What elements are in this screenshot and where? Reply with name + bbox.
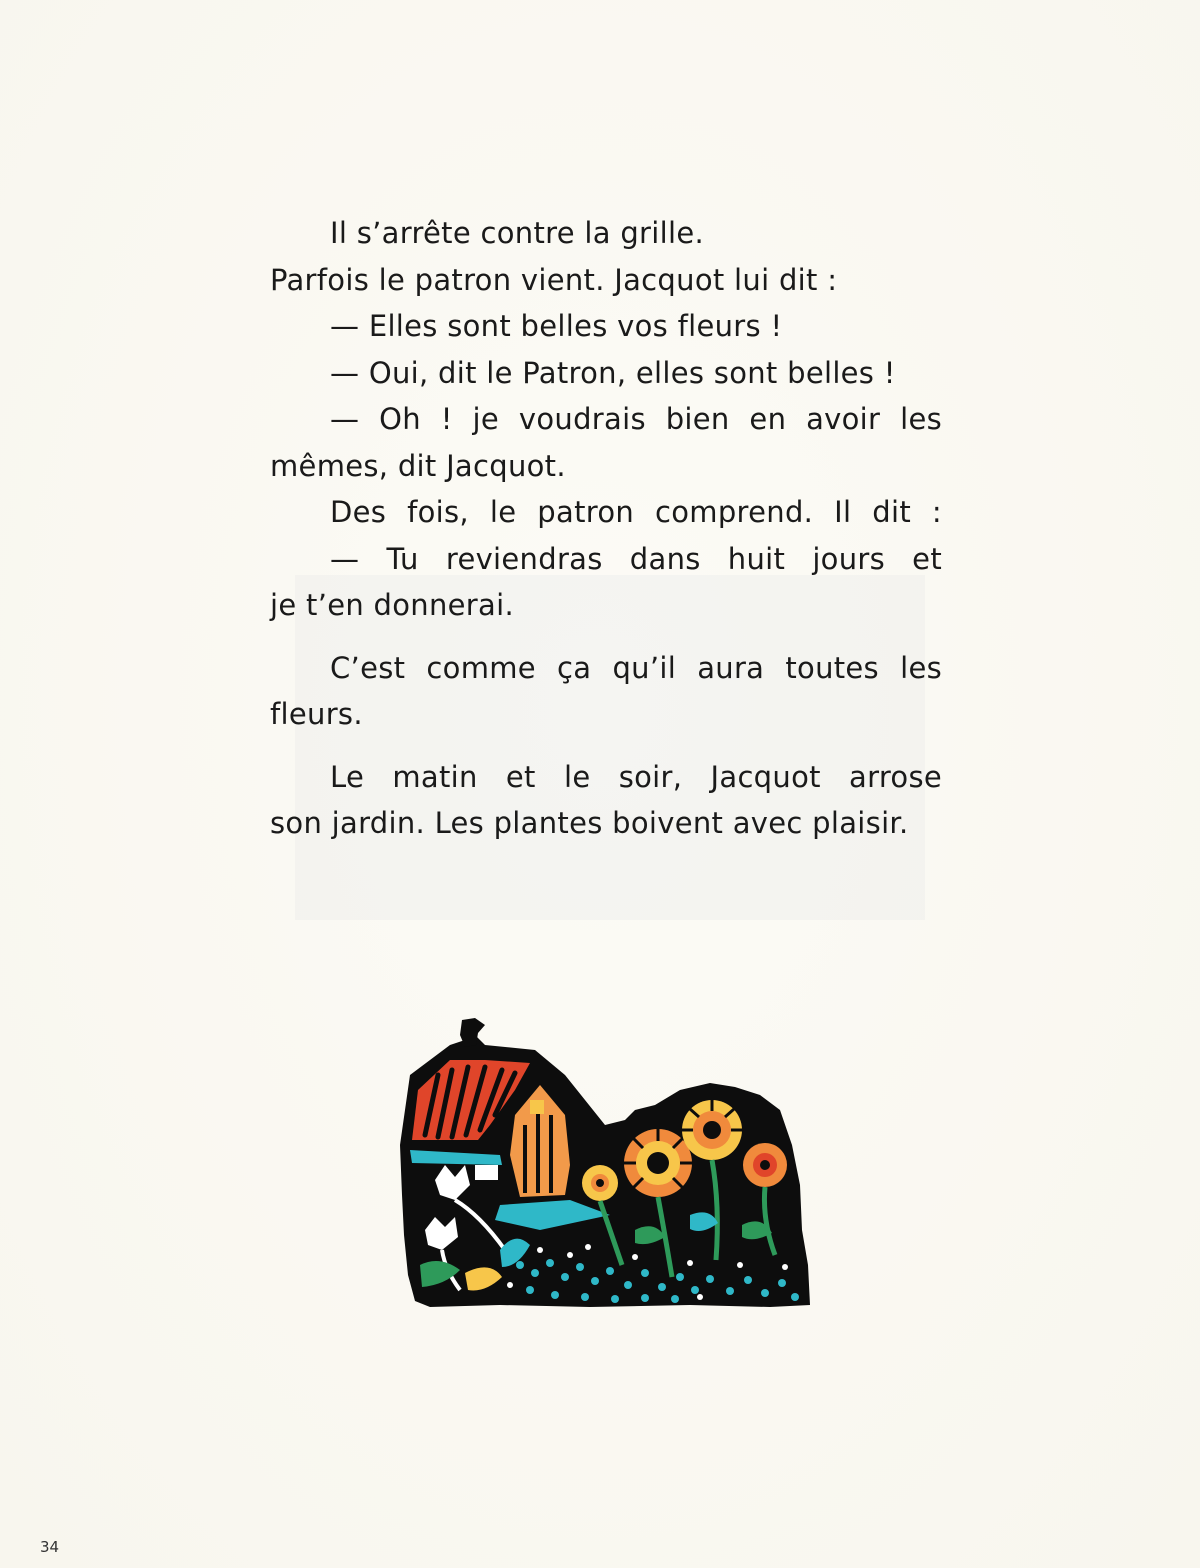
- text-line: C’est comme ça qu’il aura toutes les: [330, 650, 942, 685]
- text-line: — Oui, dit le Patron, elles sont belles !: [330, 355, 896, 390]
- story-text: [270, 210, 942, 847]
- text-line: fleurs.: [270, 697, 363, 731]
- house-and-flowers-illustration: [390, 1015, 820, 1315]
- text-line: Le matin et le soir, Jacquot arrose: [330, 759, 942, 794]
- text-line: son jardin. Les plantes boivent avec plaisir.: [270, 806, 909, 840]
- text-line: Il s’arrête contre la grille.: [330, 216, 704, 250]
- sunflower-right: [743, 1143, 787, 1187]
- sunflower-small: [582, 1165, 618, 1201]
- text-line: mêmes, dit Jacquot.: [270, 448, 566, 483]
- text-line: — Oh ! je voudrais bien en avoir les: [330, 402, 942, 436]
- text-line: — Elles sont belles vos fleurs !: [330, 309, 783, 343]
- text-line: je t’en donnerai.: [270, 588, 514, 622]
- text-line: — Tu reviendras dans huit jours et: [330, 541, 942, 576]
- sunflower-top: [682, 1099, 742, 1160]
- text-line: Parfois le patron vient. Jacquot lui dit :: [270, 262, 838, 297]
- text-line: Des fois, le patron comprend. Il dit :: [330, 495, 942, 529]
- window-shape: [530, 1100, 544, 1114]
- side-window-shape: [475, 1165, 498, 1180]
- page-number: 34: [40, 1538, 60, 1556]
